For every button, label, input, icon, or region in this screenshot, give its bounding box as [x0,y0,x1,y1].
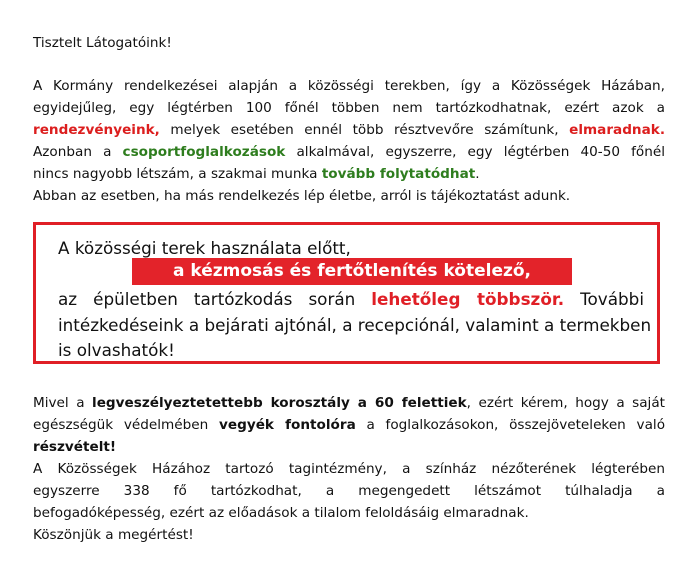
para1-line-2: egyidejűleg, egy légtérben 100 főnél többen nem tartózkodhatnak, ezért azok a [33,100,665,116]
notice-line-3 [58,287,644,311]
para2-line-2-end: a foglalkozásokon, összejöveteleken való [355,417,666,433]
para1-line-3 [33,119,665,141]
para2-line-3: részvételt! [33,439,117,455]
para1-line-5-lead: nincs nagyobb létszám, a szakmai munka [33,166,322,182]
para1-line-3-text: melyek esetében ennél több résztvevőre számítunk, [159,122,570,138]
para2-line-1-lead: Mivel a [33,395,93,411]
para1-line-1: A Kormány rendelkezései alapján a közösségi terekben, így a Közösségek Házában, [33,78,665,94]
para2-line-5: egyszerre 338 fő tartózkodhat, a megengedett létszámot túlhaladja a [33,483,665,499]
para1-line-6: Abban az esetben, ha más rendelkezés lép életbe, arról is tájékoztatást adunk. [33,188,571,204]
para1-line-5 [33,163,665,185]
hygiene-notice-box [33,222,660,364]
notice-line-1: A közösségi terek használata előtt, [58,238,351,258]
notice-line-3-end: További [564,289,644,309]
notice-line-3-lead: az épületben tartózkodás során [58,289,372,309]
para1-line-4-lead: Azonban a [33,144,123,160]
notice-line-4: intézkedéseink a bejárati ajtónál, a recepciónál, valamint a termekben [58,315,652,335]
notice-paragraph-1 [33,75,665,207]
hygiene-banner: a kézmosás és fertőtlenítés kötelező, [132,258,572,285]
para2-line-7: Köszönjük a megértést! [33,527,194,543]
para2-line-1-end: , ezért kérem, hogy a saját [466,395,665,411]
cancelled-keyword: elmaradnak. [569,122,665,138]
para2-line-6: befogadóképesség, ezért az előadások a tilalom feloldásáig elmaradnak. [33,505,529,521]
repeatedly-keyword: lehetőleg többször. [371,289,565,309]
para2-line-2 [33,414,665,436]
group-sessions-keyword: csoportfoglalkozások [122,144,286,160]
consider-keyword: vegyék fontolóra [219,417,356,433]
para1-line-4 [33,141,665,163]
notice-paragraph-2 [33,392,665,546]
events-keyword: rendezvényeink, [33,122,160,138]
para2-line-4: A Közösségek Házához tartozó tagintézmény, a színház nézőterének légterében [33,461,665,477]
continues-keyword: tovább folytatódhat [321,166,476,182]
para2-line-1 [33,392,665,414]
age-group-keyword: legveszélyeztetettebb korosztály a 60 felettiek [92,395,467,411]
para1-line-4-text: alkalmával, egyszerre, egy légtérben 40-50 főnél [285,144,665,160]
para1-line-5-end: . [475,166,480,182]
para2-line-2-lead: egészségük védelmében [33,417,220,433]
notice-line-5: is olvashatók! [58,340,175,360]
greeting: Tisztelt Látogatóink! [33,35,172,51]
